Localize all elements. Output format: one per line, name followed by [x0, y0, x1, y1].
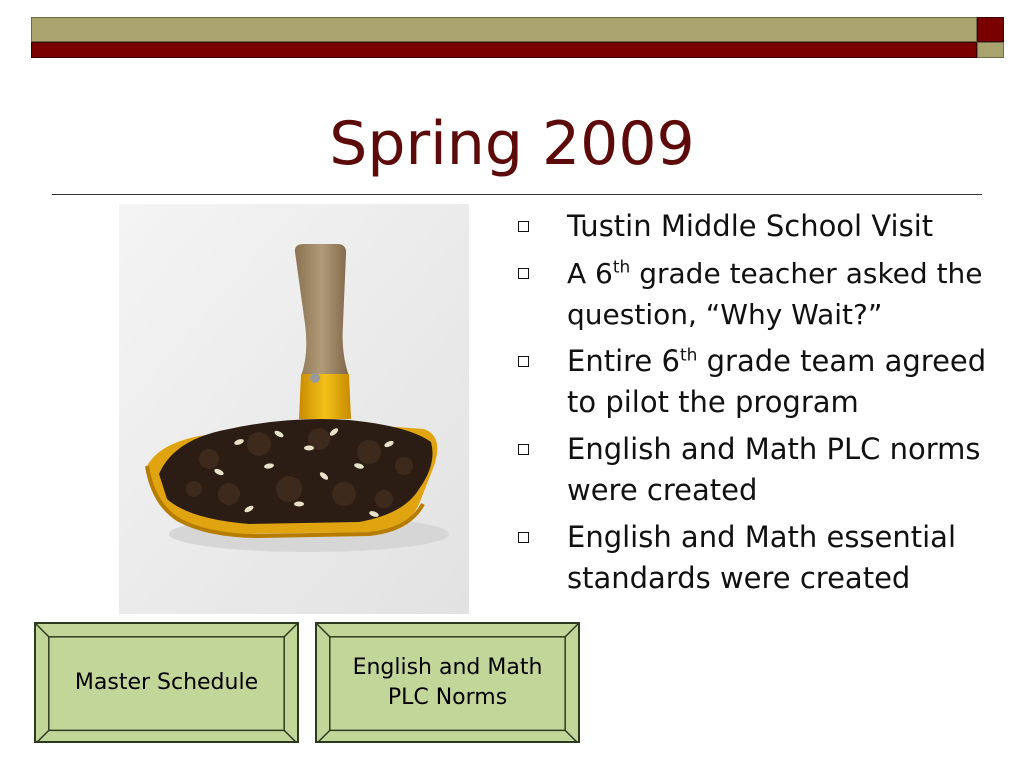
bullet-text: Tustin Middle School Visit — [567, 209, 934, 243]
bullet-list — [512, 206, 1017, 605]
top-bar-red — [31, 42, 977, 58]
bullet-text: English and Math PLC norms were created — [567, 432, 981, 507]
bullet-text-post: grade teacher asked the question, “Why Wait?” — [567, 257, 983, 331]
bullet-item — [512, 206, 1017, 247]
ordinal-suffix: th — [679, 345, 698, 366]
corner-square-red — [977, 17, 1004, 42]
square-bullet-icon — [518, 268, 529, 279]
square-bullet-icon — [518, 532, 529, 543]
plc-norms-label — [353, 653, 543, 713]
title-divider — [52, 194, 982, 195]
bullet-text: English and Math essential standards were created — [567, 520, 957, 595]
square-bullet-icon — [518, 356, 529, 367]
square-bullet-icon — [518, 444, 529, 455]
ordinal-suffix: th — [612, 257, 631, 278]
bullet-item — [512, 429, 1017, 511]
bullet-item — [512, 253, 1017, 335]
slide-title: Spring 2009 — [329, 109, 695, 179]
master-schedule-button[interactable] — [34, 622, 299, 743]
plc-norms-label-line1: English and Math — [352, 654, 543, 680]
trowel-soil-image — [119, 204, 469, 614]
bullet-text-pre: Entire 6 — [567, 344, 680, 378]
corner-square-olive — [977, 42, 1004, 58]
top-bar-olive — [31, 17, 977, 42]
plc-norms-label-line2: PLC Norms — [387, 684, 508, 710]
bullet-item — [512, 341, 1017, 423]
bullet-text-post: grade team agreed to pilot the program — [567, 344, 987, 419]
square-bullet-icon — [518, 221, 529, 232]
bullet-item — [512, 517, 1017, 599]
plc-norms-button[interactable] — [315, 622, 580, 743]
master-schedule-label: Master Schedule — [74, 669, 259, 695]
bullet-text-pre: A 6 — [567, 257, 613, 290]
